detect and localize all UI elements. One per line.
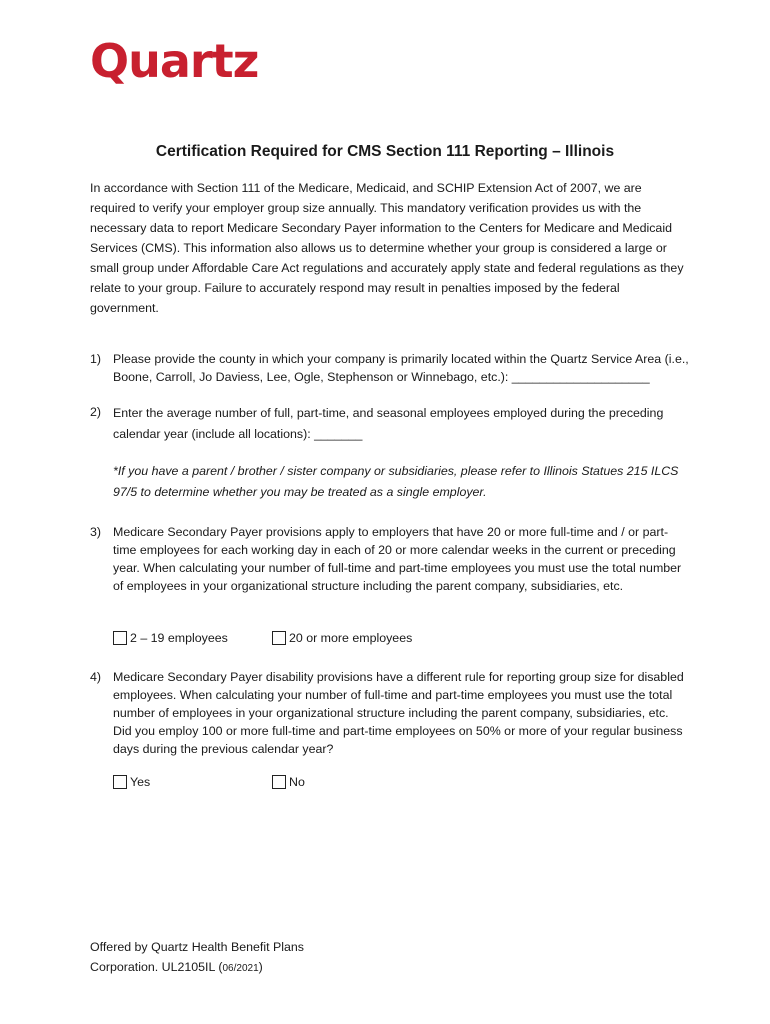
quartz-logo — [90, 34, 259, 88]
option-label: Yes — [130, 775, 151, 789]
question-number: 2) — [90, 405, 102, 419]
question-text: Enter the average number of full, part-time, and seasonal employees employed during the preceding calendar year (include all locations): _______ — [113, 406, 664, 441]
checkbox[interactable] — [113, 631, 127, 645]
question-number: 4) — [90, 670, 102, 684]
intro-paragraph: In accordance with Section 111 of the Medicare, Medicaid, and SCHIP Extension Act of 2007, we are required to verify your employer group size annually. This mandatory verification provides us with the necessary data to report Medicare Secondary Payer information to the Centers for Medicare and Medicaid Services (CMS). This information also allows us to determine whether your group is considered a large or small group under Affordable Care Act regulations and accurately apply state and federal regulations as they relate to your group. Failure to accurately respond may result in penalties imposed by the federal government. — [90, 181, 684, 315]
question-4 — [90, 668, 690, 758]
option-2-19-employees[interactable] — [113, 629, 228, 647]
option-label: 2 – 19 employees — [130, 631, 228, 645]
option-yes[interactable] — [113, 773, 150, 791]
question-number: 3) — [90, 525, 102, 539]
footer-line-2 — [90, 957, 304, 979]
single-employer-note: *If you have a parent / brother / sister company or subsidiaries, please refer to Illinois Statues 215 ILCS 97/5 to determine whether you may be treated as a single employer. — [113, 464, 679, 499]
question-1 — [90, 350, 690, 386]
question-text: Medicare Secondary Payer disability provisions have a different rule for reporting group size for disabled employees. When calculating your number of full-time and part-time employees you must use the total number of employees in your organizational structure including the parent company, subsidiaries, etc. Did you employ 100 or more full-time and part-time employees on 50% or more of your regular business days during the previous calendar year? — [113, 670, 684, 756]
checkbox[interactable] — [272, 631, 286, 645]
footer — [90, 937, 304, 979]
checkbox[interactable] — [113, 775, 127, 789]
question-number: 1) — [90, 352, 102, 366]
form-date: 06/2021 — [222, 963, 259, 974]
form-code-close: ) — [258, 960, 263, 974]
option-label: 20 or more employees — [289, 631, 413, 645]
footer-line-1: Offered by Quartz Health Benefit Plans — [90, 940, 304, 954]
question-3 — [90, 523, 690, 595]
question-text: Medicare Secondary Payer provisions apply to employers that have 20 or more full-time and / or part-time employees for each working day in each of 20 or more calendar weeks in the current or preceding year. When calculating your number of full-time and part-time employees you must use the total number of employees in your organizational structure including the parent company, subsidiaries, etc. — [113, 525, 682, 593]
option-20-or-more-employees[interactable] — [272, 629, 412, 647]
checkbox[interactable] — [272, 775, 286, 789]
question-2 — [90, 403, 690, 445]
logo-text: Quartz — [90, 34, 259, 88]
option-no[interactable] — [272, 773, 305, 791]
page-title: Certification Required for CMS Section 111 Reporting – Illinois — [155, 143, 615, 160]
option-label: No — [289, 775, 305, 789]
form-code: Corporation. UL2105IL ( — [90, 960, 223, 974]
question-text: Please provide the county in which your company is primarily located within the Quartz Service Area (i.e., Boone, Carroll, Jo Daviess, Lee, Ogle, Stephenson or Winnebago, etc.): ____________________ — [113, 352, 689, 384]
